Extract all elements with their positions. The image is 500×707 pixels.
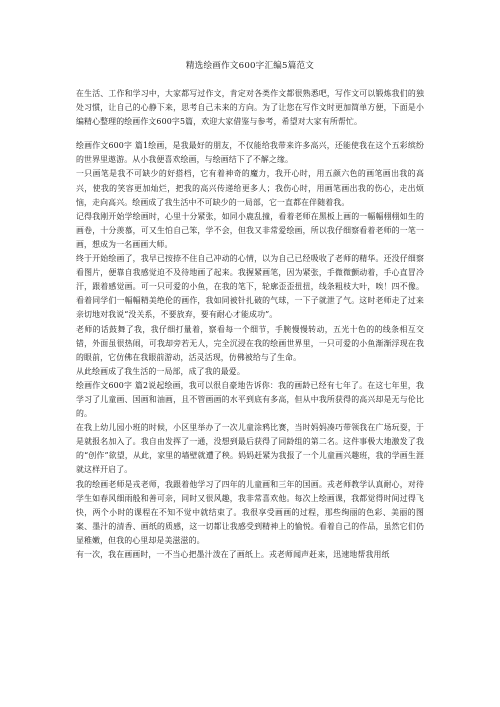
intro-paragraph: 在生活、工作和学习中，大家都写过作文，肯定对各类作文都很熟悉吧，写作文可以锻炼我们的独处习惯，让自己的心静下来，思考自己未来的方向。为了让您在写作文时更加简单方便，下面是小编精心整理的绘画作文600字5篇，欢迎大家借鉴与参考，希望对大家有所帮忙。: [76, 89, 424, 127]
essay-2-paragraph-1: 绘画作文600字 篇2说起绘画，我可以很自豪地告诉你：我的画龄已经有七年了。在这七年里，我学习了儿童画、国画和油画，且不管画画的水平到底有多高，但从中我所获得的高兴却是无与伦比的。: [76, 380, 424, 419]
essay-1-paragraph-3: 记得我刚开始学绘画时，心里十分紧张，如同小鹿乱撞，看着老师在黑板上画的一幅幅栩栩如生的画卷，十分羡慕，可又生怕自己笨，学不会，但我又非常爱绘画，所以我仔细察看着老师的一笔一画，想成为一名画画大师。: [76, 211, 424, 249]
document-body: [76, 87, 424, 562]
essay-1-paragraph-2: 一只画笔是我不可缺少的好搭档，它有着神奇的魔力，我开心时，用五颜六色的画笔画出我的高兴，使我的笑容更加灿烂，把我的高兴传递给更多人；我伤心时，用画笔画出我的伤心，走出烦恼，走向高兴。绘画成了我生活中不可缺少的一局部，它一直都在伴随着我。: [76, 169, 424, 207]
essay-2-paragraph-2: 在我上幼儿园小班的时候，小区里举办了一次儿童涂鸦比赛，当时妈妈凑巧带领我在广场玩耍，于是就报名加入了。我自由发挥了一通，没想到最后获得了同龄组的第二名。这件事极大地激发了我的“创作”欲望，从此，家里的墙壁就遭了秧。妈妈赶紧为我报了一个儿童画兴趣班，我的学画生涯就这样开启了。: [76, 423, 424, 475]
essay-1-paragraph-4: 终于开始绘画了，我早已按捺不住自己冲动的心情，以为自己已经吸收了老师的精华。还没仔细察看图片，便靠自我感觉迫不及待地画了起来。我握紧画笔，因为紧张，手微微颤动着，手心直冒冷汗，跟着感觉画。可一只可爱的小鱼，在我的笔下，轮廓歪歪扭扭，线条粗枝大叶，唉！四不像。看着同学们一幅幅精美绝伦的画作，我如同被针扎破的气球，一下子就泄了气。这时老师走了过来亲切地对我说“没关系，不要放弃，要有耐心才能成功”。: [76, 254, 424, 320]
essay-1-paragraph-1: 绘画作文600字 篇1绘画，是我最好的朋友，不仅能给我带来许多高兴，还能使我在这个五彩缤纷的世界里遨游。从小我便喜欢绘画，与绘画结下了不解之缘。: [76, 141, 424, 165]
essay-2-paragraph-3: 我的绘画老师是戎老师，我跟着他学习了四年的儿童画和三年的国画。戎老师教学认真耐心，对待学生如春风细雨般和善可亲，同时又很风趣，我非常喜欢他。每次上绘画课，我都觉得时间过得飞快，两个小时的课程在不知不觉中就结束了。我很享受画画的过程，那些绚丽的色彩、美丽的图案、墨汁的清香、画纸的质感，这一切都让我感受到精神上的愉悦。看着自己的作品，虽然它们仍显稚嫩，但我的心里却是美滋滋的。: [76, 479, 424, 545]
essay-1-paragraph-5: 老师的话鼓舞了我，我仔细打量着，察看每一个细节，手腕慢慢转动，五光十色的的线条相互交错，外面虽很热闹，可我却旁若无人，完全沉浸在我的绘画世界里，一只可爱的小鱼渐渐浮现在我的眼前，它仿佛在我眼前游动，活灵活现，仿佛被给与了生命。: [76, 324, 424, 362]
essay-1-paragraph-6: 从此绘画成了我生活的一局部，成了我的最爱。: [76, 366, 245, 376]
document-title: 精选绘画作文600字汇编5篇范文: [185, 61, 315, 71]
essay-2-paragraph-4: 有一次，我在画画时，一不当心把墨汁泼在了画纸上。戎老师闻声赶来，迅速地帮我用纸: [76, 550, 390, 559]
